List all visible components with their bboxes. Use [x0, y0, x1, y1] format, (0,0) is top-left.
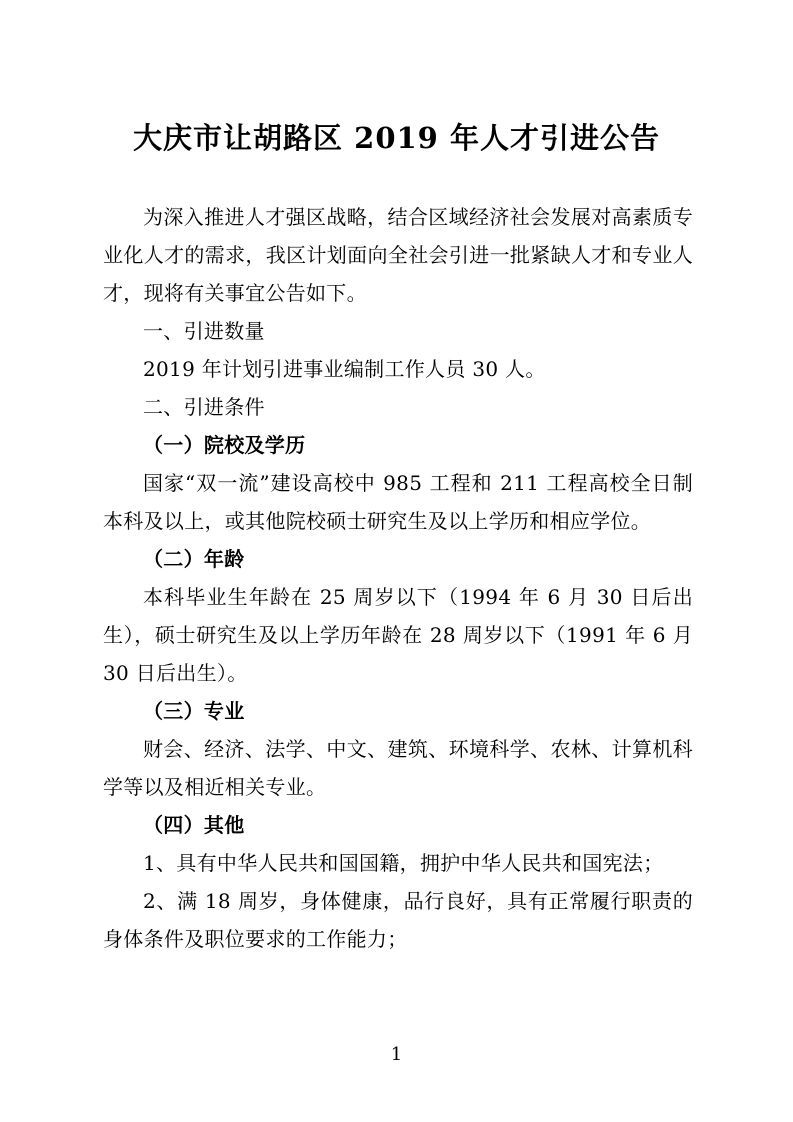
quantity-paragraph: 2019 年计划引进事业编制工作人员 30 人。 [143, 357, 546, 381]
document-body [103, 198, 693, 958]
page-number: 1 [390, 1044, 403, 1065]
education-paragraph: 国家“双一流”建设高校中 985 工程和 211 工程高校全日制本科及以上，或其他院校硕士研究生及以上学历和相应学位。 [103, 471, 693, 533]
subheading-major: （三）专业 [143, 699, 245, 723]
age-paragraph: 本科毕业生年龄在 25 周岁以下（1994 年 6 月 30 日后出生），硕士研究生及以上学历年龄在 28 周岁以下（1991 年 6 月 30 日后出生）。 [103, 585, 693, 685]
subheading-education: （一）院校及学历 [143, 433, 306, 457]
other-item-1: 1、具有中华人民共和国国籍，拥护中华人民共和国宪法； [143, 851, 664, 875]
major-paragraph: 财会、经济、法学、中文、建筑、环境科学、农林、计算机科学等以及相近相关专业。 [103, 737, 693, 799]
document-title: 大庆市让胡路区 2019 年人才引进公告 [133, 121, 660, 155]
intro-paragraph: 为深入推进人才强区战略，结合区域经济社会发展对高素质专业化人才的需求，我区计划面向全社会引进一批紧缺人才和专业人才，现将有关事宜公告如下。 [103, 205, 693, 305]
section-heading-conditions: 二、引进条件 [143, 395, 265, 419]
section-heading-quantity: 一、引进数量 [143, 319, 265, 343]
subheading-other: （四）其他 [143, 813, 245, 837]
subheading-age: （二）年龄 [143, 547, 245, 571]
other-item-2: 2、满 18 周岁，身体健康，品行良好，具有正常履行职责的身体条件及职位要求的工作能力； [103, 889, 693, 951]
